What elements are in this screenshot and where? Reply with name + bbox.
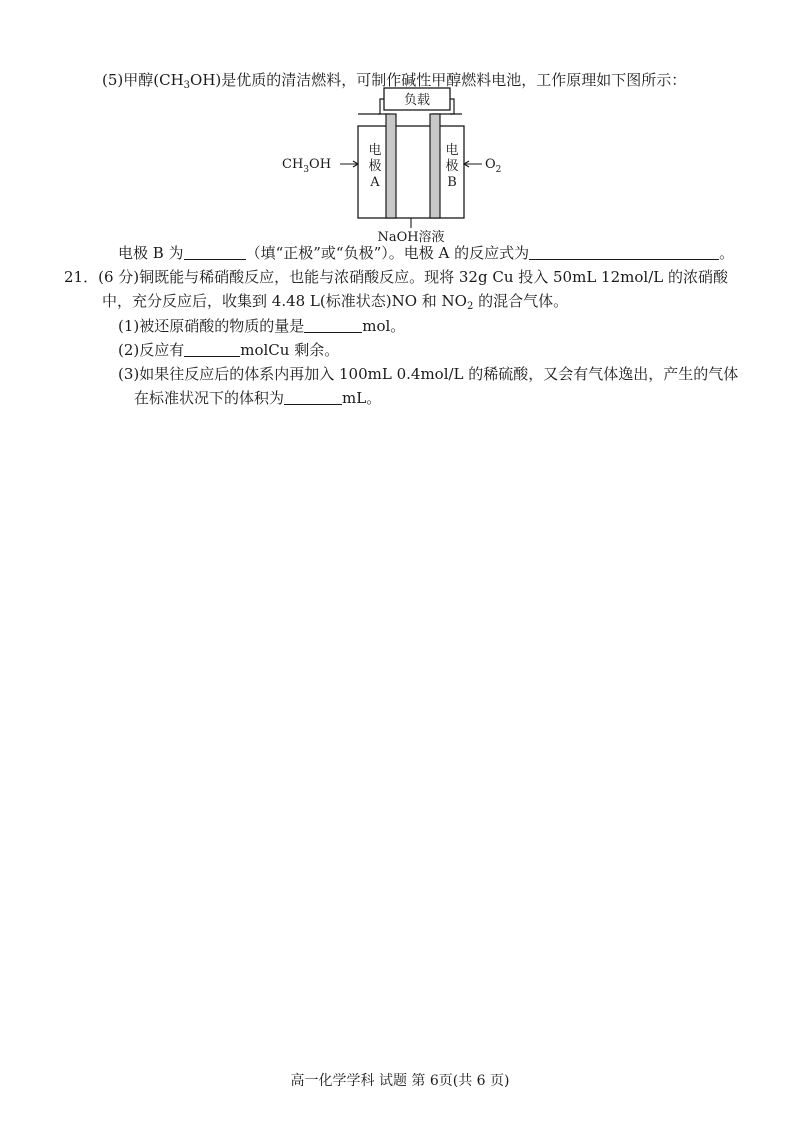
- electrode-b: [430, 114, 440, 218]
- q21-part1-blank[interactable]: [304, 318, 362, 333]
- electrode-b-char3: B: [447, 175, 457, 190]
- q20-answer-line: 电极 B 为 （填“正极”或“负极”）。电极 A 的反应式为 。: [118, 244, 735, 262]
- q21-part3-line2: 在标准状况下的体积为 mL。: [134, 389, 382, 407]
- electrode-a-char2: 极: [368, 159, 382, 174]
- electrode-a-reaction-blank[interactable]: [529, 245, 719, 260]
- electrode-a: [386, 114, 396, 218]
- q21-stem-line1: 21．(6 分)铜既能与稀硝酸反应，也能与浓硝酸反应。现将 32g Cu 投入 50mL 12mol/L 的浓硝酸: [64, 268, 728, 286]
- q21-part3-line1: (3)如果往反应后的体系内再加入 100mL 0.4mol/L 的稀硫酸，又会有气体逸出，产生的气体: [118, 365, 739, 383]
- q20-part5-text: (5)甲醇$(CH_3OH)$是优质的清洁燃料，可制作碱性甲醇燃料电池，工作原理如下图所示：: [102, 71, 687, 91]
- electrode-a-char1: 电: [368, 143, 382, 158]
- q21-part2: (2)反应有 molCu 剩余。: [118, 341, 340, 359]
- q21-number: 21．: [64, 268, 99, 286]
- q21-part3-blank[interactable]: [284, 390, 342, 405]
- electrode-b-char1: 电: [445, 143, 459, 158]
- oxygen-input-label: $O_2$: [485, 157, 502, 175]
- wire-left: [378, 99, 384, 114]
- q21-part2-blank[interactable]: [184, 342, 240, 357]
- q21-part1: (1)被还原硝酸的物质的量是 mol。: [118, 317, 406, 335]
- electrode-a-char3: A: [370, 175, 380, 190]
- electrolyte-label: NaOH溶液: [377, 230, 445, 245]
- page-footer: 高一化学学科 试题 第 6页(共 6 页): [290, 1073, 510, 1089]
- q21-stem-line2: 中，充分反应后，收集到 4.48 L(标准状态)NO 和 $NO_2$ 的混合气体。: [102, 292, 569, 312]
- load-label: 负载: [403, 93, 431, 108]
- electrode-b-blank[interactable]: [184, 245, 246, 260]
- fuel-cell-diagram: [280, 86, 540, 246]
- electrode-b-char2: 极: [445, 159, 459, 174]
- methanol-input-label: $CH_3OH$: [282, 157, 332, 175]
